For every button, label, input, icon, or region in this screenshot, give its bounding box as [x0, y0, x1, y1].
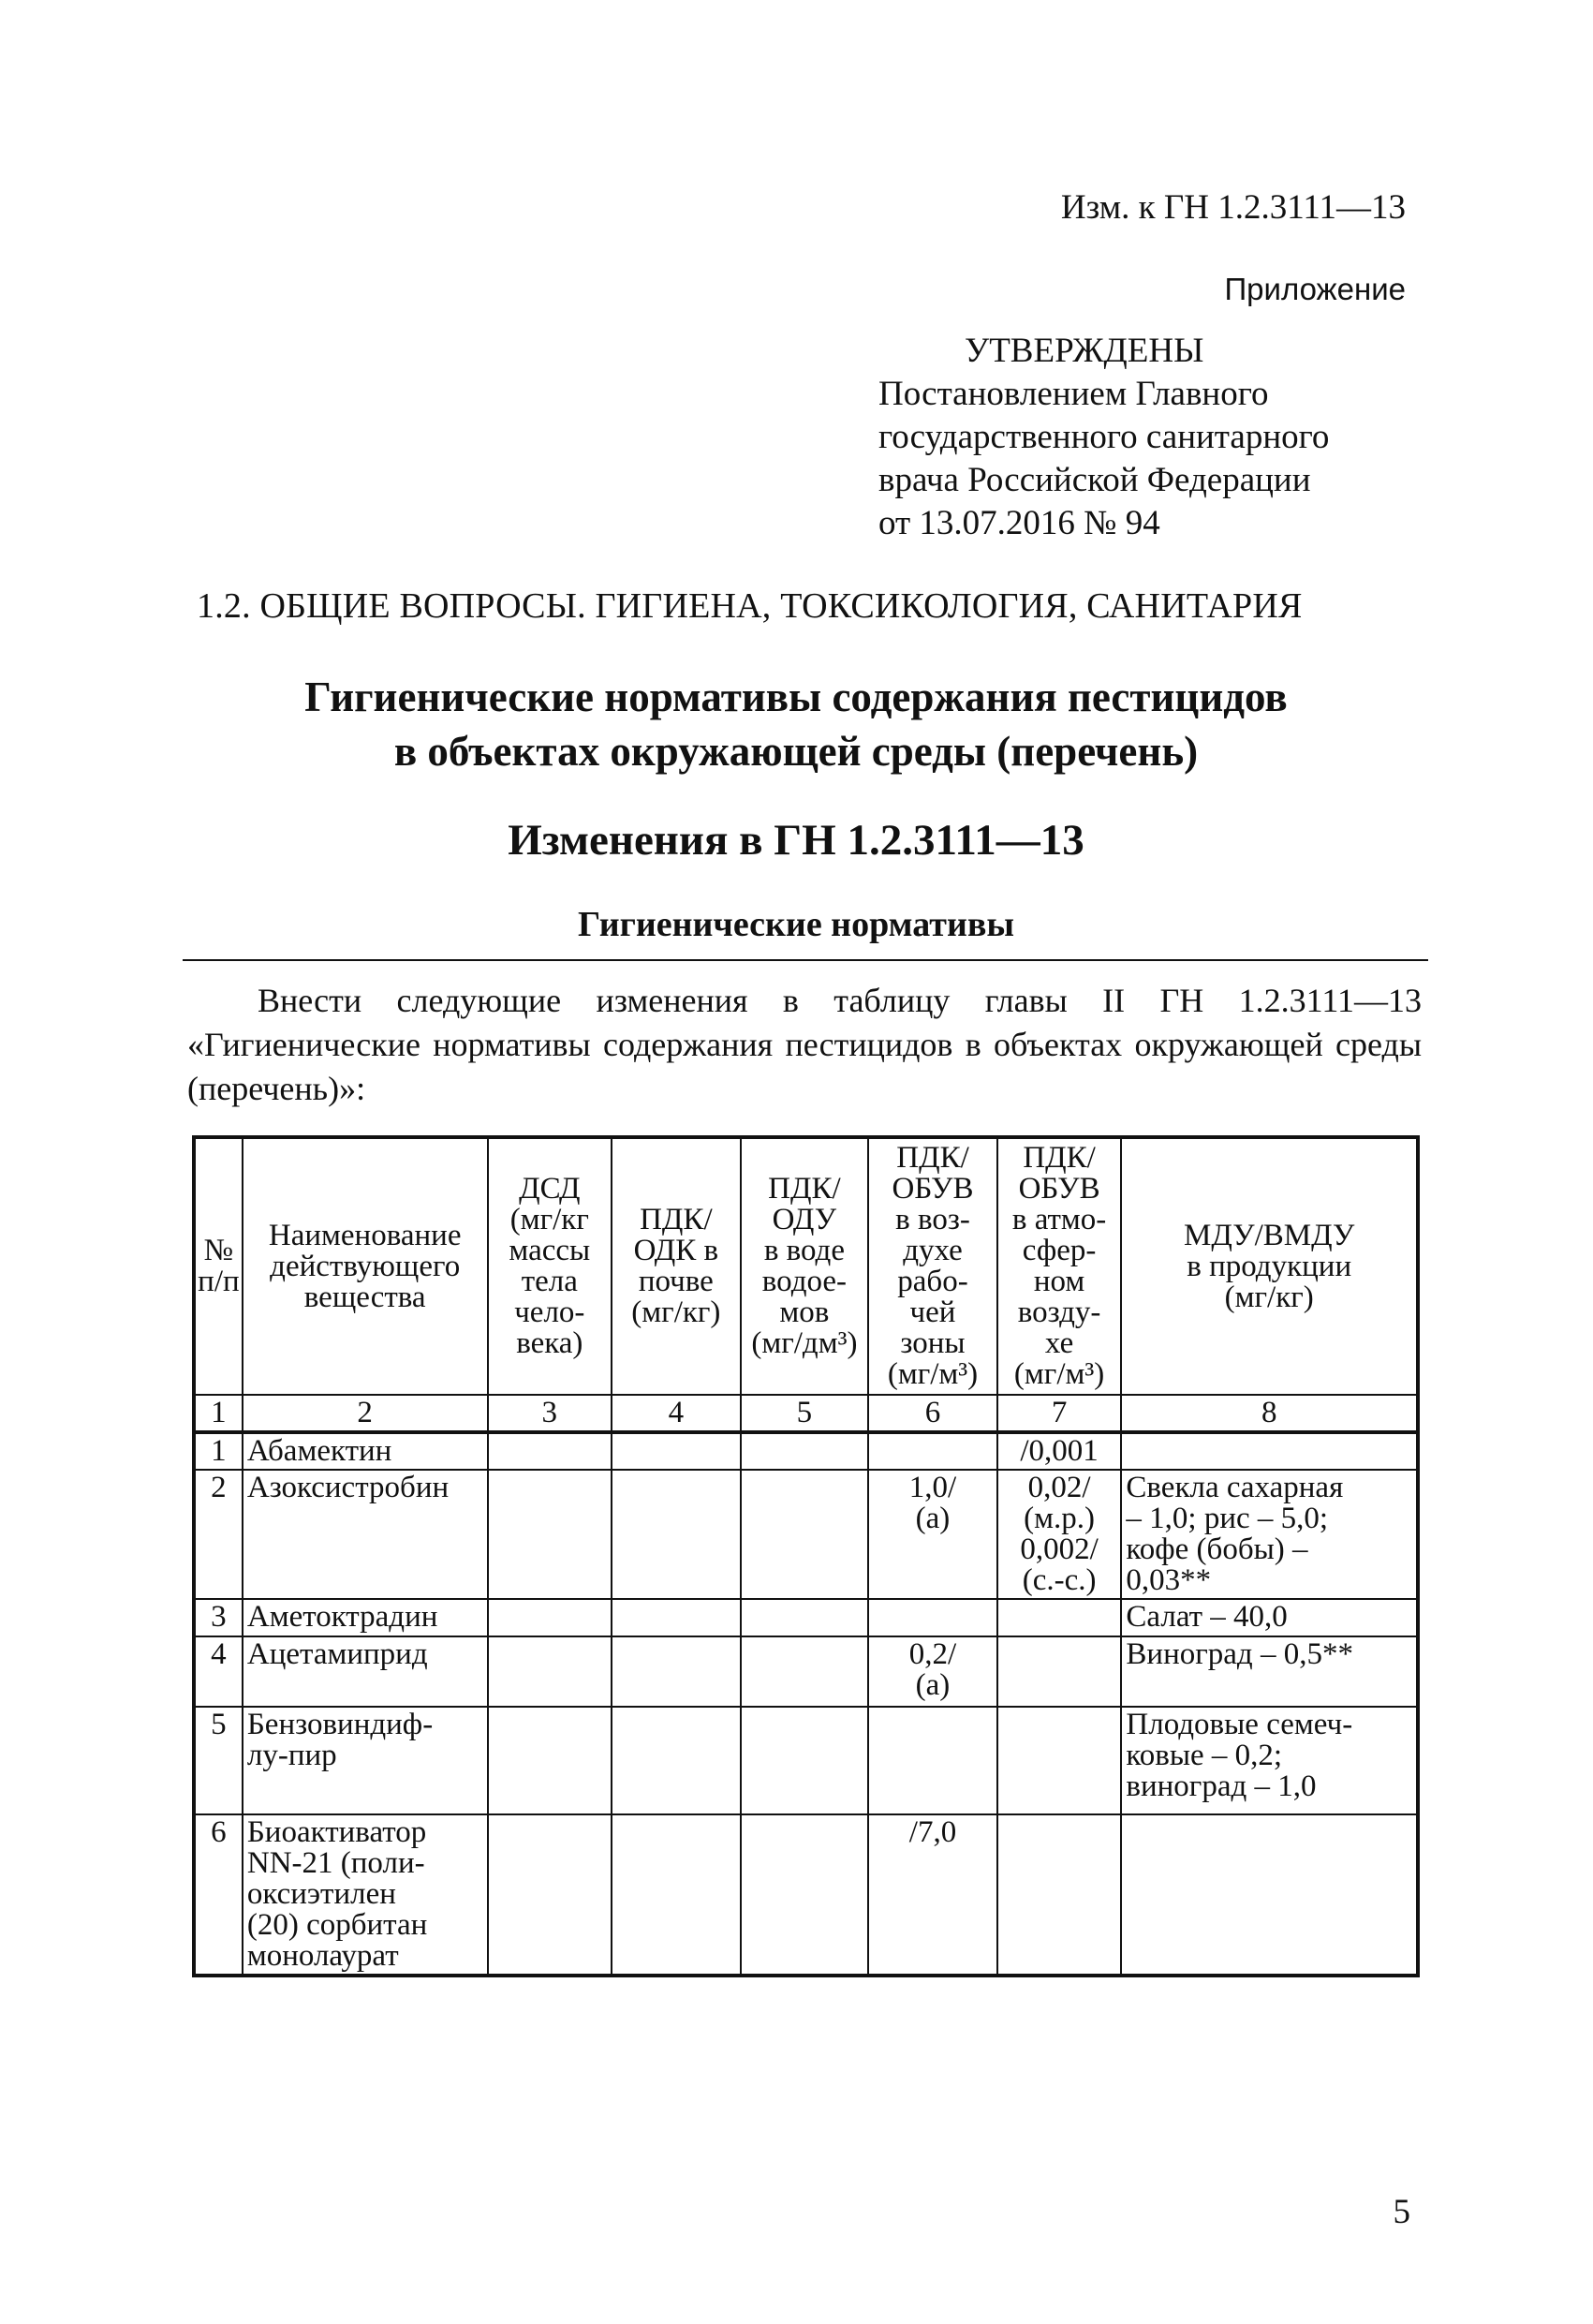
cell-num: 2 [194, 1470, 243, 1599]
cell-line: 0,02/ [1027, 1471, 1091, 1504]
header-line: ОДК в [633, 1234, 719, 1267]
cell-dsd [488, 1599, 612, 1636]
cell-dsd [488, 1814, 612, 1976]
header-line: ОБУВ [892, 1172, 974, 1206]
header-line: (мг/кг [509, 1203, 589, 1236]
cell-atm-air [997, 1470, 1122, 1599]
column-number-row [194, 1395, 1418, 1432]
cell-line: NN-21 (поли- [246, 1846, 425, 1880]
cell-line: 0,002/ [1020, 1532, 1099, 1566]
cell-num: 5 [194, 1707, 243, 1814]
cell-mdu [1121, 1707, 1418, 1814]
cell-line: /0,001 [1020, 1434, 1099, 1468]
table-row [194, 1470, 1418, 1599]
table-row [194, 1707, 1418, 1814]
header-line: века) [516, 1326, 583, 1360]
header-soil [612, 1137, 741, 1395]
appendix-label: Приложение [1224, 272, 1406, 306]
column-number: 6 [868, 1395, 997, 1432]
approval-block [878, 330, 1329, 545]
norms-table [192, 1135, 1420, 1977]
header-line: в атмо- [1011, 1203, 1107, 1236]
header-line: в воз- [895, 1203, 970, 1236]
approval-line: от 13.07.2016 № 94 [878, 504, 1160, 542]
header-line: ном [1033, 1265, 1085, 1298]
cell-work-air [868, 1814, 997, 1976]
cell-water [741, 1707, 869, 1814]
cell-mdu [1121, 1636, 1418, 1707]
table-row [194, 1432, 1418, 1470]
column-number: 2 [243, 1395, 488, 1432]
cell-mdu [1121, 1814, 1418, 1976]
cell-line: 0,03** [1126, 1563, 1212, 1597]
cell-water [741, 1814, 869, 1976]
cell-dsd [488, 1636, 612, 1707]
cell-line: Плодовые семеч- [1126, 1708, 1353, 1741]
cell-atm-air [997, 1599, 1122, 1636]
page-number: 5 [1393, 2193, 1410, 2231]
cell-line: Свекла сахарная [1126, 1471, 1344, 1504]
approval-line: государственного санитарного [878, 418, 1330, 456]
cell-water [741, 1599, 869, 1636]
table-row [194, 1814, 1418, 1976]
cell-work-air [868, 1470, 997, 1599]
norms-subheading: Гигиенические нормативы [577, 905, 1015, 944]
header-line: № [203, 1234, 234, 1267]
cell-soil [612, 1707, 741, 1814]
header-line: тела [521, 1265, 578, 1298]
header-line: (мг/м³) [887, 1357, 979, 1391]
header-line: ПДК/ [1023, 1141, 1096, 1175]
header-line: действующего [270, 1249, 461, 1283]
approval-line: Постановлением Главного [878, 375, 1269, 413]
header-dsd [488, 1137, 612, 1395]
cell-work-air [868, 1432, 997, 1470]
header-num [194, 1137, 243, 1395]
cell-work-air [868, 1636, 997, 1707]
header-line: ПДК/ [640, 1203, 713, 1236]
approval-line: УТВЕРЖДЕНЫ [965, 332, 1204, 370]
cell-mdu [1121, 1599, 1418, 1636]
cell-num: 4 [194, 1636, 243, 1707]
intro-paragraph [187, 979, 1422, 1111]
cell-line: оксиэтилен [246, 1877, 396, 1911]
cell-line: Виноград – 0,5** [1126, 1637, 1353, 1671]
header-line: в воде [763, 1234, 845, 1267]
header-line: в продукции [1187, 1249, 1352, 1283]
cell-water [741, 1432, 869, 1470]
cell-num: 1 [194, 1432, 243, 1470]
cell-water [741, 1636, 869, 1707]
cell-line: Салат – 40,0 [1126, 1600, 1288, 1634]
header-atm-air [997, 1137, 1122, 1395]
column-number: 3 [488, 1395, 612, 1432]
header-line: чей [909, 1295, 956, 1329]
cell-line: монолаурат [246, 1939, 399, 1973]
document-title [183, 670, 1409, 778]
header-line: Наименование [268, 1218, 462, 1252]
cell-line: Аметоктрадин [246, 1600, 438, 1634]
cell-line: /7,0 [908, 1815, 957, 1849]
section-heading: 1.2. ОБЩИЕ ВОПРОСЫ. ГИГИЕНА, ТОКСИКОЛОГИЯ, САНИТАРИЯ [197, 586, 1303, 626]
header-line: хе [1044, 1326, 1074, 1360]
header-line: п/п [198, 1265, 240, 1298]
title-line: Гигиенические нормативы содержания пестицидов [304, 674, 1288, 720]
cell-atm-air [997, 1636, 1122, 1707]
header-line: ОДУ [772, 1203, 837, 1236]
header-line: духе [903, 1234, 963, 1267]
header-line: вещества [303, 1280, 426, 1314]
header-line: чело- [514, 1295, 585, 1329]
cell-soil [612, 1470, 741, 1599]
header-line: МДУ/ВМДУ [1183, 1218, 1355, 1252]
header-line: ОБУВ [1018, 1172, 1100, 1206]
header-line: (мг/дм³) [751, 1326, 858, 1360]
header-line: сфер- [1022, 1234, 1097, 1267]
cell-substance [243, 1814, 488, 1976]
header-line: рабо- [897, 1265, 968, 1298]
cell-mdu [1121, 1470, 1418, 1599]
cell-line: Ацетамиприд [246, 1637, 428, 1671]
cell-soil [612, 1432, 741, 1470]
cell-line: Азоксистробин [246, 1471, 450, 1504]
header-substance [243, 1137, 488, 1395]
cell-line: Абамектин [246, 1434, 392, 1468]
table-row [194, 1599, 1418, 1636]
cell-substance [243, 1470, 488, 1599]
cell-line: Бензовиндиф- [246, 1708, 434, 1741]
approval-line: врача Российской Федерации [878, 461, 1311, 499]
header-line: ПДК/ [768, 1172, 841, 1206]
header-line: почве [638, 1265, 714, 1298]
cell-line: (с.-с.) [1022, 1563, 1097, 1597]
cell-num: 3 [194, 1599, 243, 1636]
column-number: 5 [741, 1395, 869, 1432]
column-number: 8 [1121, 1395, 1418, 1432]
cell-substance [243, 1707, 488, 1814]
column-number: 4 [612, 1395, 741, 1432]
cell-line: (м.р.) [1024, 1502, 1096, 1535]
table-row [194, 1636, 1418, 1707]
cell-line: 1,0/ [908, 1471, 957, 1504]
header-line: возду- [1017, 1295, 1101, 1329]
cell-line: (а) [915, 1502, 951, 1535]
cell-substance [243, 1599, 488, 1636]
cell-dsd [488, 1707, 612, 1814]
document-reference: Изм. к ГН 1.2.3111—13 [1060, 188, 1406, 227]
title-line: в объектах окружающей среды (перечень) [393, 728, 1199, 775]
cell-soil [612, 1599, 741, 1636]
heading-rule [183, 959, 1428, 961]
cell-substance [243, 1432, 488, 1470]
header-work-air [868, 1137, 997, 1395]
cell-line: (20) сорбитан [246, 1908, 428, 1942]
cell-dsd [488, 1432, 612, 1470]
header-line: (мг/кг) [1224, 1280, 1314, 1314]
cell-line: кофе (бобы) – [1126, 1532, 1308, 1566]
header-line: массы [509, 1234, 591, 1267]
header-mdu [1121, 1137, 1418, 1395]
cell-water [741, 1470, 869, 1599]
header-line: ДСД [519, 1172, 581, 1206]
column-number: 1 [194, 1395, 243, 1432]
header-line: ПДК/ [896, 1141, 969, 1175]
cell-line: (а) [915, 1668, 951, 1702]
intro-text: Внести следующие изменения в таблицу главы II ГН 1.2.3111—13 «Гигиенические нормативы содержания пестицидов в объектах окружающей среды (перечень)»: [187, 982, 1422, 1107]
cell-substance [243, 1636, 488, 1707]
header-line: (мг/м³) [1013, 1357, 1105, 1391]
cell-num: 6 [194, 1814, 243, 1976]
cell-line: – 1,0; рис – 5,0; [1126, 1502, 1329, 1535]
cell-atm-air [997, 1707, 1122, 1814]
cell-atm-air [997, 1814, 1122, 1976]
cell-line: 0,2/ [908, 1637, 957, 1671]
changes-heading: Изменения в ГН 1.2.3111—13 [508, 816, 1084, 865]
cell-work-air [868, 1599, 997, 1636]
header-line: мов [779, 1295, 830, 1329]
header-line: водое- [761, 1265, 848, 1298]
cell-work-air [868, 1707, 997, 1814]
cell-soil [612, 1814, 741, 1976]
table-header-row [194, 1137, 1418, 1395]
cell-mdu [1121, 1432, 1418, 1470]
column-number: 7 [997, 1395, 1122, 1432]
header-water [741, 1137, 869, 1395]
header-line: (мг/кг) [631, 1295, 721, 1329]
cell-atm-air [997, 1432, 1122, 1470]
header-line: зоны [900, 1326, 966, 1360]
cell-soil [612, 1636, 741, 1707]
cell-line: Биоактиватор [246, 1815, 427, 1849]
cell-dsd [488, 1470, 612, 1599]
cell-line: лу-пир [246, 1739, 337, 1772]
cell-line: ковые – 0,2; [1126, 1739, 1283, 1772]
cell-line: виноград – 1,0 [1126, 1769, 1317, 1803]
